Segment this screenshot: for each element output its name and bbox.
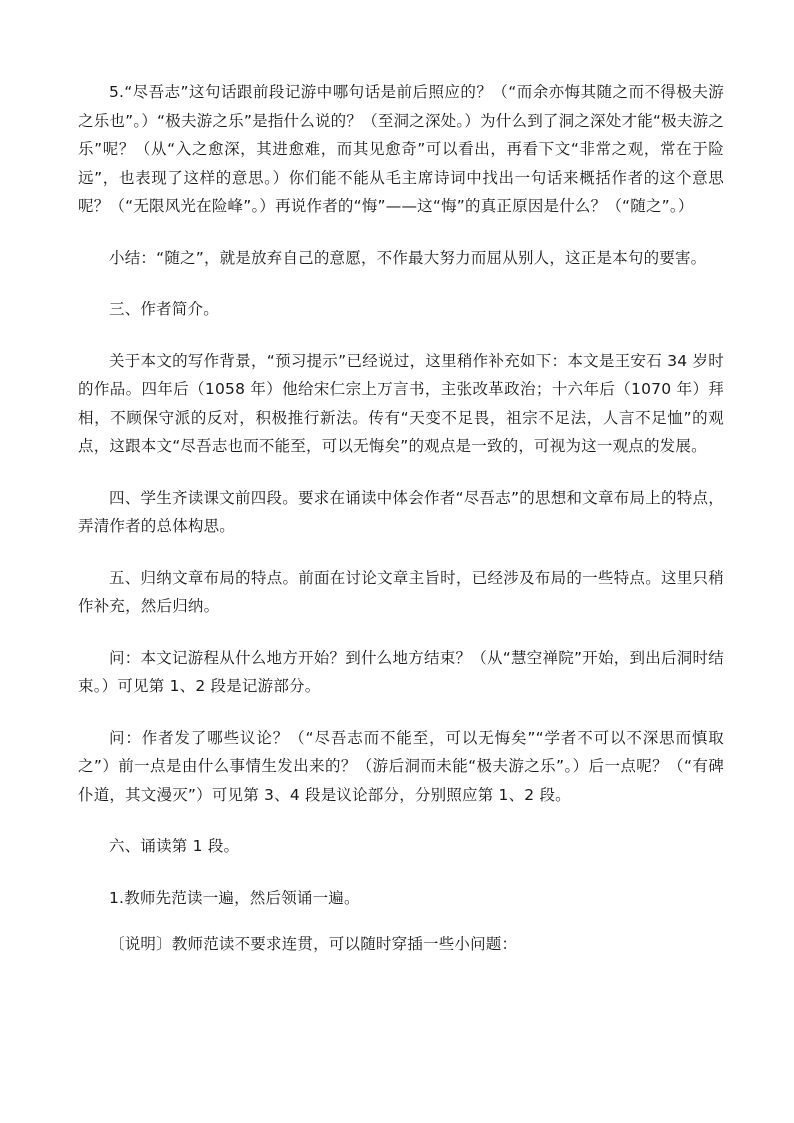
heading-author-intro: 三、作者简介。	[109, 300, 219, 318]
paragraph-summary: 小结：“随之”，就是放弃自己的意愿，不作最大努力而屈从别人，这正是本句的要害。	[109, 248, 707, 267]
heading-read-aloud: 四、学生齐读课文前四段。要求在诵读中体会作者“尽吾志”的思想和文章布局上的特点，弄清作者的总体构思。	[78, 488, 724, 535]
paragraph-question-route: 问：本文记游程从什么地方开始？到什么地方结束？（从“慧空禅院”开始，到出后洞时结束。）可见第 1、2 段是记游部分。	[78, 648, 724, 695]
paragraph-teacher-reading: 1.教师先范读一遍，然后领诵一遍。	[109, 888, 360, 907]
heading-recite-paragraph-1: 六、诵读第 1 段。	[109, 837, 240, 855]
paragraph-note: 〔说明〕教师范读不要求连贯，可以随时穿插一些小问题：	[109, 935, 518, 953]
paragraph-background: 关于本文的写作背景，“预习提示”已经说过，这里稍作补充如下：本文是王安石 34 岁时的作品。四年后（1058 年）他给宋仁宗上万言书，主张改革政治；十六年后（1070 年）拜相，不顾保守派的反对，积极推行新法。传有“天变不足畏，祖宗不足法，人言不足恤”的观点，这跟本文“尽吾志也而不能至，可以无悔矣”的观点是一致的，可视为这一观点的发展。	[78, 351, 724, 455]
paragraph-question-5: 5.“尽吾志”这句话跟前段记游中哪句话是前后照应的？（“而余亦悔其随之而不得极夫游之乐也”。）“极夫游之乐”是指什么说的？（至洞之深处。）为什么到了洞之深处才能“极夫游之乐”呢？（从“入之愈深，其进愈难，而其见愈奇”可以看出，再看下文“非常之观，常在于险远”，也表现了这样的意思。）你们能不能从毛主席诗词中找出一句话来概括作者的这个意思呢？（“无限风光在险峰”。）再说作者的“悔”——这“悔”的真正原因是什么？（“随之”。）	[78, 83, 724, 215]
heading-layout-features: 五、归纳文章布局的特点。前面在讨论文章主旨时，已经涉及布局的一些特点。这里只稍作补充，然后归纳。	[78, 568, 724, 615]
document-body	[78, 78, 724, 982]
paragraph-question-arguments: 问：作者发了哪些议论？（“尽吾志而不能至，可以无悔矣”“学者不可以不深思而慎取之”）前一点是由什么事情生发出来的？（游后洞而未能“极夫游之乐”。）后一点呢？（“有碑仆道，其文漫灭”）可见第 3、4 段是议论部分，分别照应第 1、2 段。	[78, 728, 724, 804]
